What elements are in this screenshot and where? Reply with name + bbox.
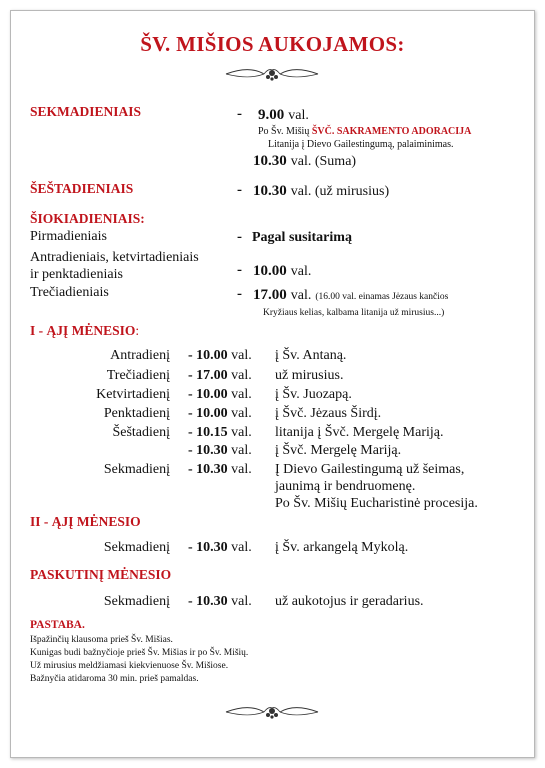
first-week-time xyxy=(188,443,252,459)
sunday-dash: - xyxy=(237,106,242,122)
saturday-dash: - xyxy=(237,182,242,198)
first-week-time-val: val. xyxy=(231,406,252,421)
first-week-desc: į Švč. Jėzaus Širdį. xyxy=(275,406,382,421)
second-week-label: II - ĄJĮ MĖNESIO xyxy=(30,514,141,529)
wednesday-label: Trečiadieniais xyxy=(30,285,109,300)
first-week-day: Antradienį xyxy=(110,348,170,363)
monday-dash: - xyxy=(237,229,242,245)
second-week-time-val: val. xyxy=(231,540,252,555)
first-week-day: Trečiadienį xyxy=(106,368,170,383)
first-week-time-value: - 17.00 xyxy=(188,368,228,383)
last-week-desc: už aukotojus ir geradarius. xyxy=(275,594,424,609)
first-week-day: Sekmadienį xyxy=(103,462,170,477)
wednesday-note-1: (16.00 val. einamas Jėzaus kančios xyxy=(315,292,449,302)
sunday-label: SEKMADIENIAIS xyxy=(30,104,142,119)
first-week-label-text: I - ĄJĮ MĖNESIO xyxy=(30,323,136,338)
notes-label: PASTABA. xyxy=(30,619,85,631)
first-week-time-value: - 10.00 xyxy=(188,387,228,402)
first-week-desc: į Šv. Juozapą. xyxy=(275,387,352,402)
tuesday-line-2: ir penktadieniais xyxy=(30,267,123,282)
first-week-time-val: val. xyxy=(231,348,252,363)
sunday-time-1-value: 9.00 xyxy=(258,107,285,123)
tuesday-dash: - xyxy=(237,262,242,278)
tuesday-line-1: Antradieniais, ketvirtadieniais xyxy=(30,250,199,265)
first-week-time xyxy=(188,348,252,364)
first-week-time-value: - 10.15 xyxy=(188,425,228,440)
saturday-label: ŠEŠTADIENIAIS xyxy=(30,181,134,196)
second-week-time xyxy=(188,540,252,556)
first-week-time-val: val. xyxy=(231,387,252,402)
first-week-time xyxy=(188,425,252,441)
first-week-time-val: val. xyxy=(231,462,252,477)
note-line: Išpažinčių klausoma prieš Šv. Mišias. xyxy=(30,635,173,645)
monday-value: Pagal susitarimą xyxy=(252,230,352,245)
wednesday-time-value: 17.00 xyxy=(253,287,287,303)
first-week-time-val: val. xyxy=(231,368,252,383)
sunday-time-2-suffix: val. (Suma) xyxy=(290,154,357,169)
last-week-time-val: val. xyxy=(231,594,252,609)
last-week-time-value: - 10.30 xyxy=(188,594,228,609)
first-week-desc: Į Dievo Gailestingumą už šeimas, xyxy=(275,462,465,477)
wednesday-time xyxy=(253,286,448,304)
first-week-desc: už mirusius. xyxy=(275,368,344,383)
last-week-label: PASKUTINĮ MĖNESIO xyxy=(30,567,172,582)
first-week-label xyxy=(30,323,139,339)
note-line: Bažnyčia atidaroma 30 min. prieš pamaldas. xyxy=(30,674,199,684)
first-week-time-val: val. xyxy=(231,425,252,440)
scroll-ornament-icon xyxy=(222,64,322,84)
first-week-time xyxy=(188,462,252,478)
sunday-note-1 xyxy=(258,126,471,137)
tuesday-time xyxy=(253,262,311,280)
sunday-adoration: ŠVČ. SAKRAMENTO ADORACIJA xyxy=(311,126,472,137)
last-week-day: Sekmadienį xyxy=(103,594,170,609)
saturday-time-suffix: val. (už mirusius) xyxy=(290,184,390,199)
first-week-desc: į Švč. Mergelę Mariją. xyxy=(275,443,402,458)
second-week-time-value: - 10.30 xyxy=(188,540,228,555)
first-week-extra-2: Po Šv. Mišių Eucharistinė procesija. xyxy=(275,496,478,511)
first-week-time xyxy=(188,387,252,403)
sunday-time-1-val: val. xyxy=(288,108,309,123)
second-week-desc: į Šv. arkangelą Mykolą. xyxy=(275,540,409,555)
first-week-time xyxy=(188,406,252,422)
wednesday-note-2: Kryžiaus kelias, kalbama litanija už mirusius...) xyxy=(263,308,445,318)
page-title: ŠV. MIŠIOS AUKOJAMOS: xyxy=(140,32,405,56)
first-week-desc: litanija į Švč. Mergelę Mariją. xyxy=(275,425,444,440)
second-week-day: Sekmadienį xyxy=(103,540,170,555)
scroll-ornament-icon xyxy=(222,702,322,722)
wednesday-dash: - xyxy=(237,286,242,302)
weekdays-label: ŠIOKIADIENIAIS: xyxy=(30,211,145,226)
sunday-time-2 xyxy=(253,152,356,170)
first-week-time-val: val. xyxy=(231,443,252,458)
note-line: Kunigas budi bažnyčioje prieš Šv. Mišias ir po Šv. Mišių. xyxy=(30,648,249,658)
tuesday-time-val: val. xyxy=(290,264,312,279)
first-week-time-value: - 10.00 xyxy=(188,406,228,421)
first-week-day: Penktadienį xyxy=(103,406,170,421)
monday-label: Pirmadieniais xyxy=(30,229,107,244)
sunday-note-1-prefix: Po Šv. Mišių xyxy=(258,126,310,137)
first-week-desc: į Šv. Antaną. xyxy=(275,348,347,363)
last-week-time xyxy=(188,594,252,610)
tuesday-time-value: 10.00 xyxy=(253,263,287,279)
sunday-time-2-value: 10.30 xyxy=(253,153,287,169)
saturday-time-value: 10.30 xyxy=(253,183,287,199)
note-line: Už mirusius meldžiamasi kiekvienuose Šv. Mišiose. xyxy=(30,661,229,671)
sunday-time-1 xyxy=(258,106,309,124)
sunday-note-2: Litanija į Dievo Gailestingumą, palaiminimas. xyxy=(268,139,454,150)
first-week-day: Ketvirtadienį xyxy=(96,387,170,402)
wednesday-time-val: val. xyxy=(290,288,312,303)
first-week-extra-1: jaunimą ir bendruomenę. xyxy=(275,479,416,494)
first-week-time-value: - 10.00 xyxy=(188,348,228,363)
first-week-day: Šeštadienį xyxy=(112,425,170,440)
first-week-time xyxy=(188,368,252,384)
first-week-time-value: - 10.30 xyxy=(188,462,228,477)
first-week-time-value: - 10.30 xyxy=(188,443,228,458)
first-week-label-colon: : xyxy=(135,323,140,338)
saturday-time xyxy=(253,182,389,200)
